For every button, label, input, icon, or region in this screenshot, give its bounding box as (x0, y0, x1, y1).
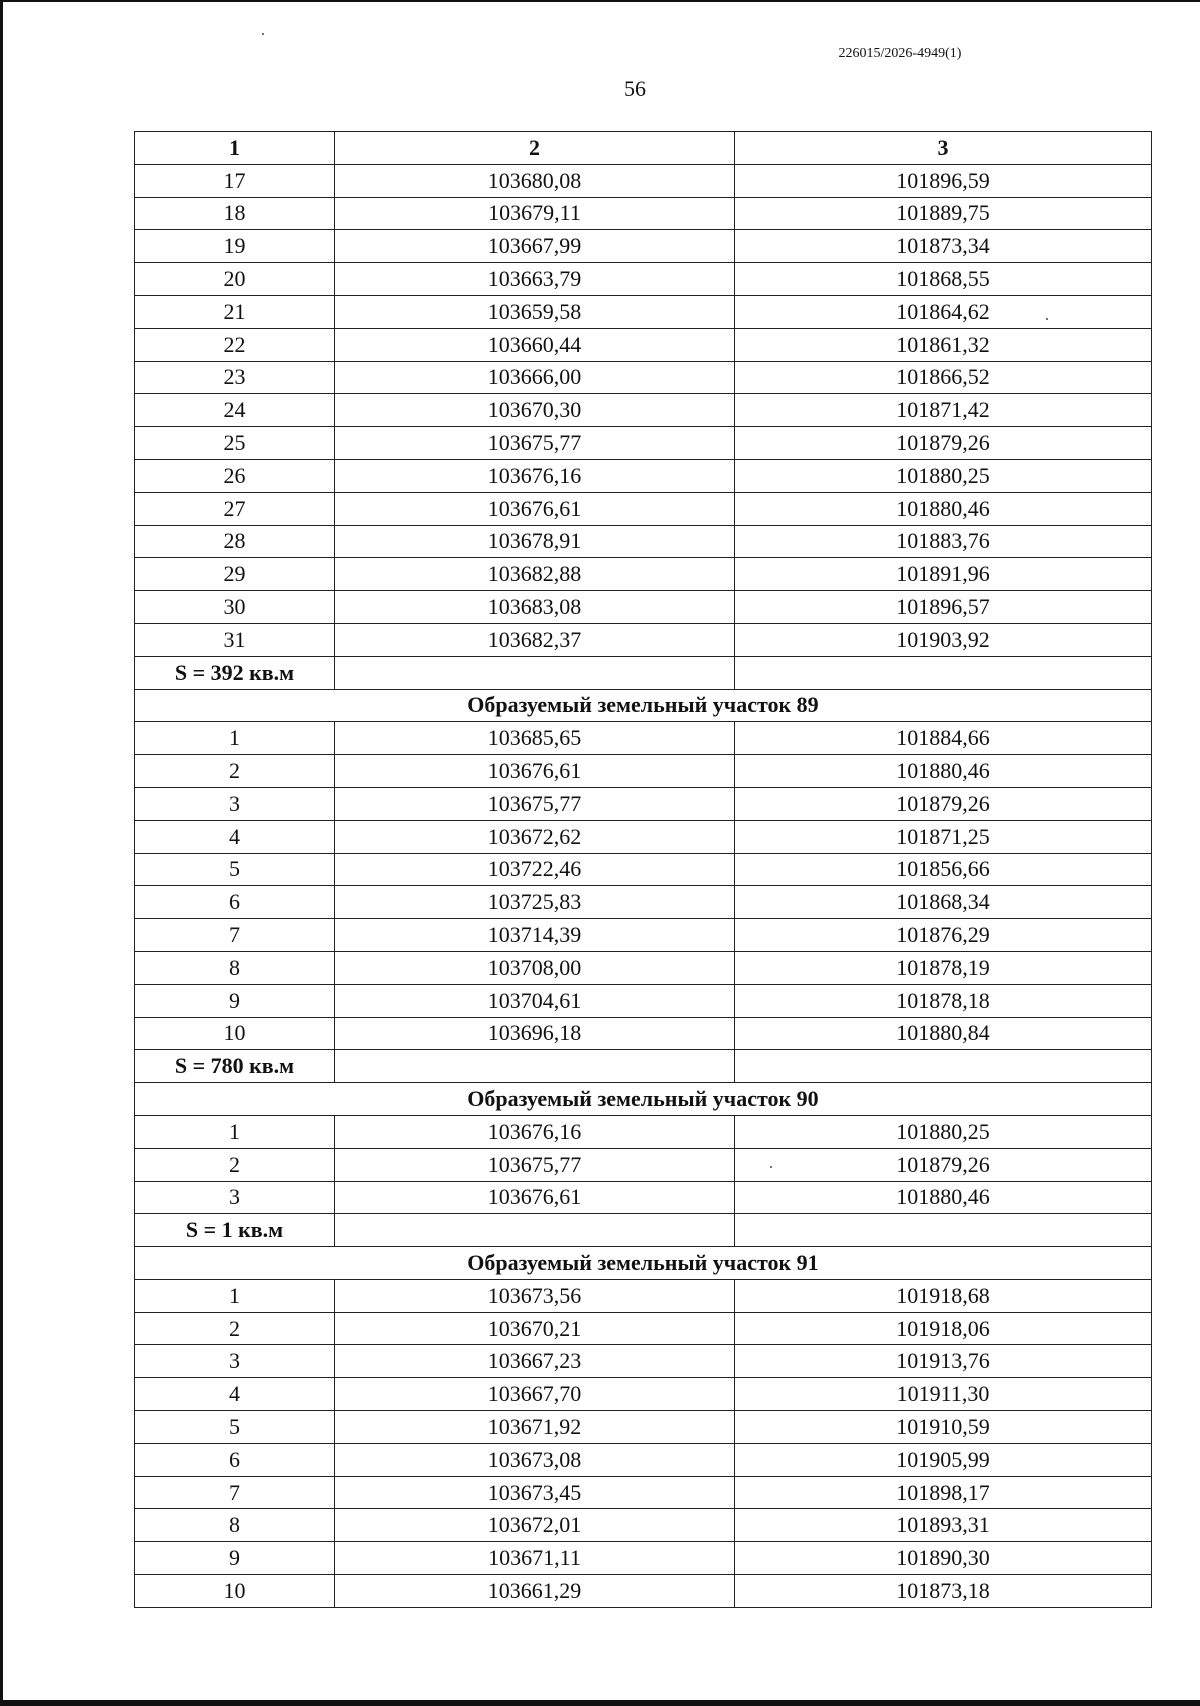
point-number-cell: 8 (135, 951, 335, 984)
section-heading: Образуемый земельный участок 91 (135, 1247, 1152, 1280)
x-coordinate-cell: 103676,61 (335, 755, 735, 788)
point-number-cell: 7 (135, 919, 335, 952)
point-number-cell: 21 (135, 295, 335, 328)
y-coordinate-cell: 101913,76 (735, 1345, 1152, 1378)
x-coordinate-cell: 103673,08 (335, 1443, 735, 1476)
area-label: S = 1 кв.м (135, 1214, 335, 1247)
point-number-cell: 18 (135, 197, 335, 230)
point-number-cell: 29 (135, 558, 335, 591)
point-number-cell: 24 (135, 394, 335, 427)
y-coordinate-cell: 101891,96 (735, 558, 1152, 591)
table-row (135, 525, 1152, 558)
y-coordinate-cell: 101896,59 (735, 164, 1152, 197)
table-row (135, 951, 1152, 984)
table-row (135, 886, 1152, 919)
x-coordinate-cell: 103675,77 (335, 787, 735, 820)
y-coordinate-cell: 101893,31 (735, 1509, 1152, 1542)
table-row (135, 1542, 1152, 1575)
y-coordinate-cell: 101910,59 (735, 1411, 1152, 1444)
table-row (135, 1181, 1152, 1214)
point-number-cell: 2 (135, 1312, 335, 1345)
x-coordinate-cell: 103680,08 (335, 164, 735, 197)
x-coordinate-cell: 103685,65 (335, 722, 735, 755)
y-coordinate-cell: 101880,84 (735, 1017, 1152, 1050)
y-coordinate-cell: 101864,62 (735, 295, 1152, 328)
y-coordinate-cell: 101880,25 (735, 459, 1152, 492)
table-row (135, 492, 1152, 525)
point-number-cell: 26 (135, 459, 335, 492)
table-row (135, 197, 1152, 230)
x-coordinate-cell: 103683,08 (335, 591, 735, 624)
table-row (135, 853, 1152, 886)
y-coordinate-cell: 101873,34 (735, 230, 1152, 263)
empty-cell (335, 1214, 735, 1247)
x-coordinate-cell: 103671,92 (335, 1411, 735, 1444)
y-coordinate-cell: 101868,34 (735, 886, 1152, 919)
point-number-cell: 8 (135, 1509, 335, 1542)
point-number-cell: 5 (135, 853, 335, 886)
x-coordinate-cell: 103673,56 (335, 1279, 735, 1312)
scan-edge-top (0, 0, 1200, 2)
point-number-cell: 1 (135, 722, 335, 755)
table-header-row (135, 132, 1152, 165)
x-coordinate-cell: 103675,77 (335, 427, 735, 460)
table-row (135, 1575, 1152, 1608)
area-row (135, 656, 1152, 689)
scan-edge-bottom (0, 1700, 1200, 1706)
y-coordinate-cell: 101884,66 (735, 722, 1152, 755)
table-row (135, 1509, 1152, 1542)
y-coordinate-cell: 101856,66 (735, 853, 1152, 886)
x-coordinate-cell: 103667,99 (335, 230, 735, 263)
scan-edge-left (0, 0, 3, 1706)
y-coordinate-cell: 101896,57 (735, 591, 1152, 624)
x-coordinate-cell: 103679,11 (335, 197, 735, 230)
coordinates-table (134, 131, 1152, 1608)
x-coordinate-cell: 103667,23 (335, 1345, 735, 1378)
section-heading-row (135, 1083, 1152, 1116)
y-coordinate-cell: 101880,46 (735, 1181, 1152, 1214)
section-heading-row (135, 689, 1152, 722)
table-row (135, 164, 1152, 197)
x-coordinate-cell: 103670,21 (335, 1312, 735, 1345)
y-coordinate-cell: 101861,32 (735, 328, 1152, 361)
point-number-cell: 27 (135, 492, 335, 525)
point-number-cell: 28 (135, 525, 335, 558)
table-row (135, 1378, 1152, 1411)
x-coordinate-cell: 103682,88 (335, 558, 735, 591)
area-row (135, 1214, 1152, 1247)
y-coordinate-cell: 101879,26 (735, 787, 1152, 820)
point-number-cell: 3 (135, 1181, 335, 1214)
y-coordinate-cell: 101880,46 (735, 755, 1152, 788)
point-number-cell: 31 (135, 623, 335, 656)
table-row (135, 984, 1152, 1017)
point-number-cell: 4 (135, 820, 335, 853)
table-row (135, 394, 1152, 427)
y-coordinate-cell: 101876,29 (735, 919, 1152, 952)
table-row (135, 230, 1152, 263)
point-number-cell: 6 (135, 1443, 335, 1476)
point-number-cell: 4 (135, 1378, 335, 1411)
table-row (135, 263, 1152, 296)
table-row (135, 787, 1152, 820)
table-row (135, 919, 1152, 952)
y-coordinate-cell: 101903,92 (735, 623, 1152, 656)
x-coordinate-cell: 103670,30 (335, 394, 735, 427)
point-number-cell: 2 (135, 1148, 335, 1181)
x-coordinate-cell: 103725,83 (335, 886, 735, 919)
y-coordinate-cell: 101880,25 (735, 1115, 1152, 1148)
x-coordinate-cell: 103676,61 (335, 1181, 735, 1214)
empty-cell (335, 656, 735, 689)
table-row (135, 591, 1152, 624)
x-coordinate-cell: 103666,00 (335, 361, 735, 394)
document-code: 226015/2026-4949(1) (838, 46, 962, 61)
x-coordinate-cell: 103676,16 (335, 1115, 735, 1148)
table-row (135, 1017, 1152, 1050)
x-coordinate-cell: 103676,16 (335, 459, 735, 492)
y-coordinate-cell: 101871,25 (735, 820, 1152, 853)
table-row (135, 1411, 1152, 1444)
point-number-cell: 7 (135, 1476, 335, 1509)
x-coordinate-cell: 103671,11 (335, 1542, 735, 1575)
x-coordinate-cell: 103704,61 (335, 984, 735, 1017)
point-number-cell: 10 (135, 1575, 335, 1608)
y-coordinate-cell: 101905,99 (735, 1443, 1152, 1476)
point-number-cell: 20 (135, 263, 335, 296)
table-row (135, 755, 1152, 788)
y-coordinate-cell: 101871,42 (735, 394, 1152, 427)
page-number: 56 (624, 76, 646, 101)
y-coordinate-cell: 101911,30 (735, 1378, 1152, 1411)
point-number-cell: 23 (135, 361, 335, 394)
point-number-cell: 1 (135, 1115, 335, 1148)
table-row (135, 361, 1152, 394)
x-coordinate-cell: 103708,00 (335, 951, 735, 984)
area-label: S = 392 кв.м (135, 656, 335, 689)
table-row (135, 427, 1152, 460)
point-number-cell: 19 (135, 230, 335, 263)
section-heading-row (135, 1247, 1152, 1280)
empty-cell (735, 1050, 1152, 1083)
table-row (135, 328, 1152, 361)
y-coordinate-cell: 101868,55 (735, 263, 1152, 296)
header-cell-2: 2 (335, 132, 735, 165)
point-number-cell: 22 (135, 328, 335, 361)
point-number-cell: 5 (135, 1411, 335, 1444)
point-number-cell: 6 (135, 886, 335, 919)
point-number-cell: 30 (135, 591, 335, 624)
empty-cell (335, 1050, 735, 1083)
x-coordinate-cell: 103722,46 (335, 853, 735, 886)
point-number-cell: 1 (135, 1279, 335, 1312)
x-coordinate-cell: 103696,18 (335, 1017, 735, 1050)
x-coordinate-cell: 103663,79 (335, 263, 735, 296)
coordinates-table-body (135, 132, 1152, 1608)
point-number-cell: 25 (135, 427, 335, 460)
point-number-cell: 9 (135, 984, 335, 1017)
table-row (135, 1115, 1152, 1148)
point-number-cell: 9 (135, 1542, 335, 1575)
table-row (135, 1279, 1152, 1312)
empty-cell (735, 656, 1152, 689)
table-row (135, 459, 1152, 492)
area-row (135, 1050, 1152, 1083)
y-coordinate-cell: 101898,17 (735, 1476, 1152, 1509)
y-coordinate-cell: 101873,18 (735, 1575, 1152, 1608)
x-coordinate-cell: 103678,91 (335, 525, 735, 558)
y-coordinate-cell: 101890,30 (735, 1542, 1152, 1575)
section-heading: Образуемый земельный участок 89 (135, 689, 1152, 722)
x-coordinate-cell: 103714,39 (335, 919, 735, 952)
y-coordinate-cell: 101880,46 (735, 492, 1152, 525)
y-coordinate-cell: 101878,18 (735, 984, 1152, 1017)
x-coordinate-cell: 103675,77 (335, 1148, 735, 1181)
table-row (135, 1345, 1152, 1378)
x-coordinate-cell: 103682,37 (335, 623, 735, 656)
section-heading: Образуемый земельный участок 90 (135, 1083, 1152, 1116)
header-cell-3: 3 (735, 132, 1152, 165)
point-number-cell: 17 (135, 164, 335, 197)
x-coordinate-cell: 103659,58 (335, 295, 735, 328)
y-coordinate-cell: 101879,26 (735, 1148, 1152, 1181)
x-coordinate-cell: 103660,44 (335, 328, 735, 361)
area-label: S = 780 кв.м (135, 1050, 335, 1083)
point-number-cell: 3 (135, 787, 335, 820)
x-coordinate-cell: 103667,70 (335, 1378, 735, 1411)
table-row (135, 623, 1152, 656)
y-coordinate-cell: 101878,19 (735, 951, 1152, 984)
point-number-cell: 3 (135, 1345, 335, 1378)
y-coordinate-cell: 101879,26 (735, 427, 1152, 460)
y-coordinate-cell: 101918,68 (735, 1279, 1152, 1312)
x-coordinate-cell: 103673,45 (335, 1476, 735, 1509)
table-row (135, 1312, 1152, 1345)
x-coordinate-cell: 103672,62 (335, 820, 735, 853)
x-coordinate-cell: 103676,61 (335, 492, 735, 525)
point-number-cell: 10 (135, 1017, 335, 1050)
y-coordinate-cell: 101918,06 (735, 1312, 1152, 1345)
empty-cell (735, 1214, 1152, 1247)
scan-speck (262, 33, 264, 35)
table-row (135, 1443, 1152, 1476)
table-row (135, 558, 1152, 591)
table-row (135, 1148, 1152, 1181)
y-coordinate-cell: 101883,76 (735, 525, 1152, 558)
table-row (135, 1476, 1152, 1509)
x-coordinate-cell: 103661,29 (335, 1575, 735, 1608)
table-row (135, 722, 1152, 755)
y-coordinate-cell: 101889,75 (735, 197, 1152, 230)
table-row (135, 295, 1152, 328)
header-cell-1: 1 (135, 132, 335, 165)
y-coordinate-cell: 101866,52 (735, 361, 1152, 394)
table-row (135, 820, 1152, 853)
point-number-cell: 2 (135, 755, 335, 788)
x-coordinate-cell: 103672,01 (335, 1509, 735, 1542)
